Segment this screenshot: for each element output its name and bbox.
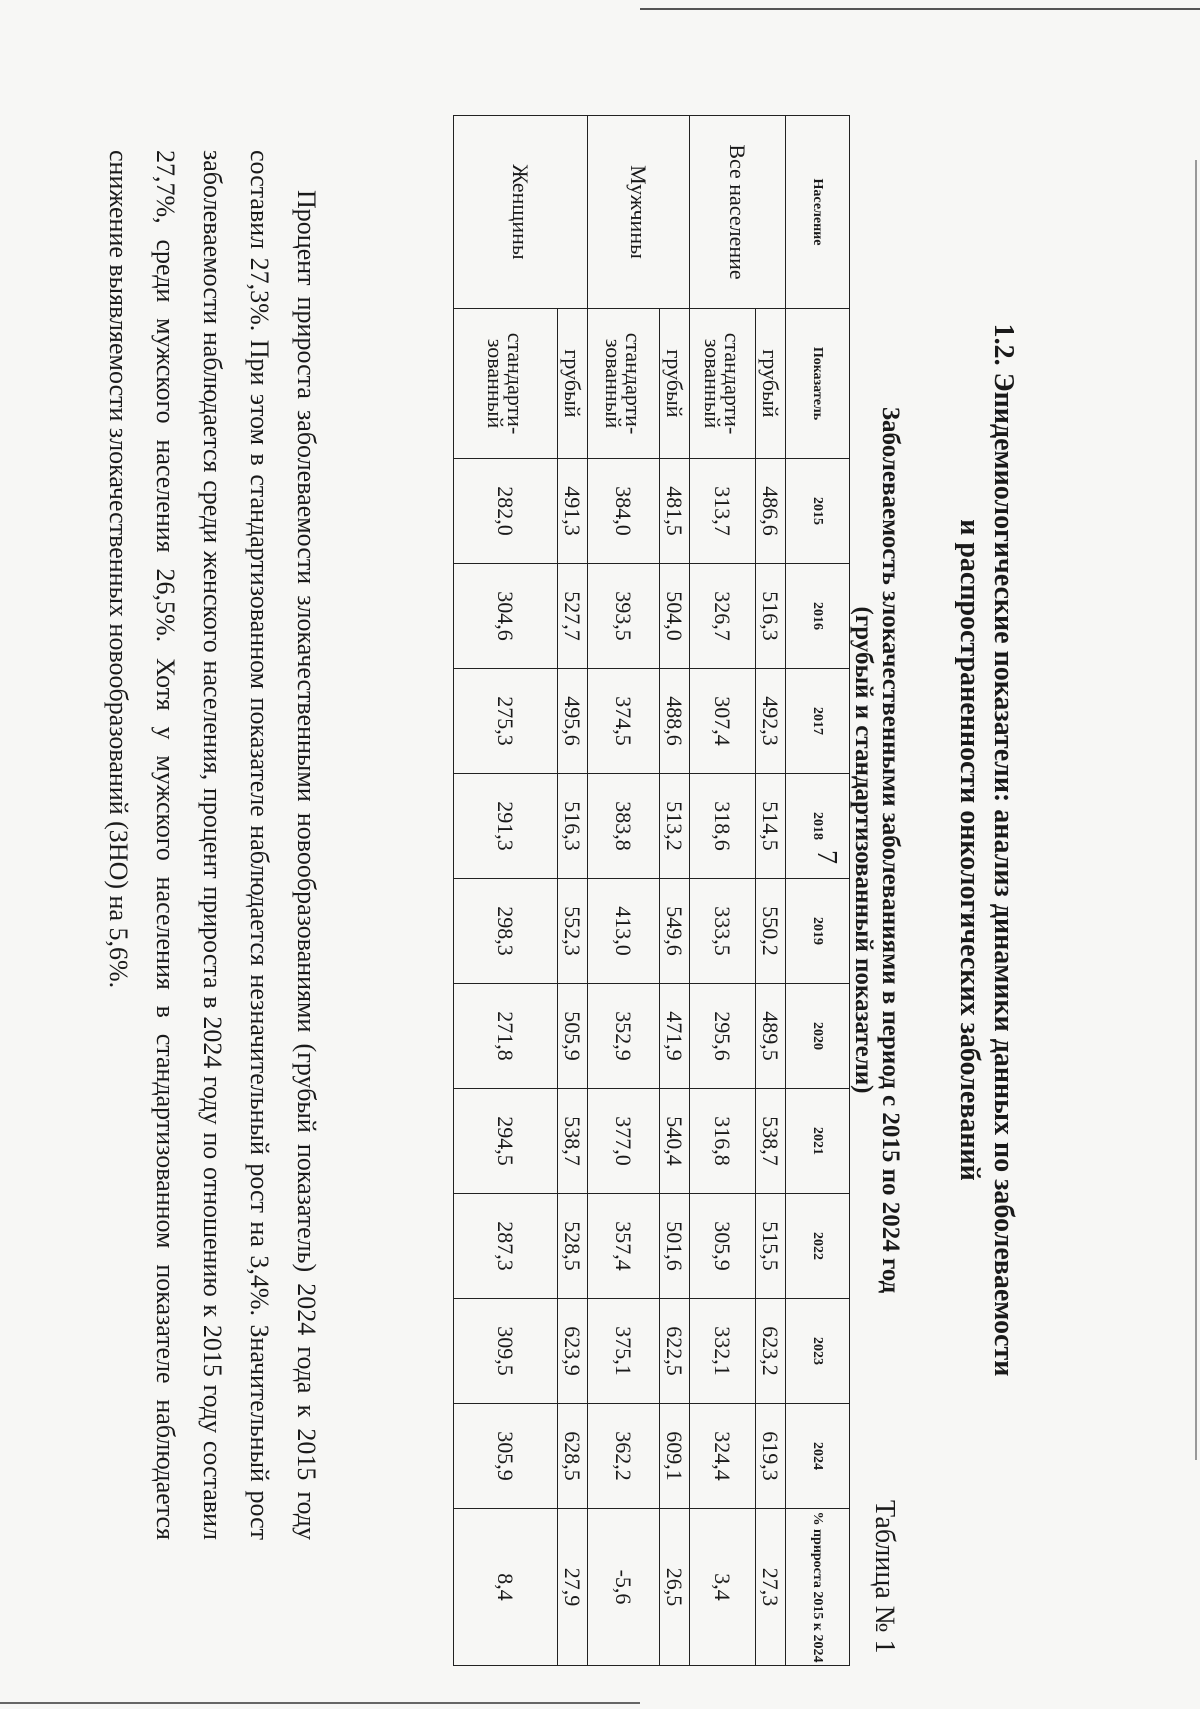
table-row	[660, 116, 690, 1666]
value-cell: 516,3	[558, 774, 588, 879]
indicator-cell: грубый	[660, 309, 690, 459]
column-header: 2020	[786, 984, 850, 1089]
indicator-cell: грубый	[558, 309, 588, 459]
table-row	[690, 116, 756, 1666]
column-header: 2018	[786, 774, 850, 879]
column-header: 2016	[786, 564, 850, 669]
value-cell: 271,8	[454, 984, 558, 1089]
table-row	[454, 116, 558, 1666]
table-row	[558, 116, 588, 1666]
value-cell: 622,5	[660, 1299, 690, 1404]
value-cell: 501,6	[660, 1194, 690, 1299]
value-cell: 352,9	[588, 984, 660, 1089]
column-header: 2017	[786, 669, 850, 774]
value-cell: 609,1	[660, 1404, 690, 1509]
value-cell: 488,6	[660, 669, 690, 774]
value-cell: 538,7	[558, 1089, 588, 1194]
value-cell: 275,3	[454, 669, 558, 774]
section-heading-line1: 1.2. Эпидемиологические показатели: анализ динамики данных по заболеваемости	[988, 323, 1019, 1377]
value-cell: 282,0	[454, 459, 558, 564]
table-title-line2: (грубый и стандартизованный показатели)	[850, 606, 877, 1094]
indicator-cell: стандарти-зованный	[690, 309, 756, 459]
growth-cell: 27,3	[756, 1509, 786, 1666]
column-header: % прироста 2015 к 2024	[786, 1509, 850, 1666]
growth-cell: 27,9	[558, 1509, 588, 1666]
value-cell: 309,5	[454, 1299, 558, 1404]
value-cell: 326,7	[690, 564, 756, 669]
column-header: Показатель	[786, 309, 850, 459]
value-cell: 628,5	[558, 1404, 588, 1509]
value-cell: 471,9	[660, 984, 690, 1089]
section-heading	[952, 0, 1020, 1700]
column-header: 2015	[786, 459, 850, 564]
table-title-line1: Заболеваемость злокачественными заболеваниями в период с 2015 по 2024 год	[877, 406, 904, 1294]
indicator-cell: грубый	[756, 309, 786, 459]
value-cell: 538,7	[756, 1089, 786, 1194]
value-cell: 552,3	[558, 879, 588, 984]
growth-cell: 3,4	[690, 1509, 756, 1666]
value-cell: 291,3	[454, 774, 558, 879]
section-heading-line2: и распространенности онкологических заболеваний	[954, 519, 985, 1181]
growth-cell: 26,5	[660, 1509, 690, 1666]
value-cell: 384,0	[588, 459, 660, 564]
population-group-cell: Женщины	[454, 116, 588, 309]
value-cell: 316,8	[690, 1089, 756, 1194]
value-cell: 504,0	[660, 564, 690, 669]
column-header: 2024	[786, 1404, 850, 1509]
value-cell: 313,7	[690, 459, 756, 564]
column-header: 2023	[786, 1299, 850, 1404]
table-row	[756, 116, 786, 1666]
value-cell: 527,7	[558, 564, 588, 669]
value-cell: 333,5	[690, 879, 756, 984]
value-cell: 305,9	[454, 1404, 558, 1509]
value-cell: 383,8	[588, 774, 660, 879]
value-cell: 294,5	[454, 1089, 558, 1194]
value-cell: 298,3	[454, 879, 558, 984]
value-cell: 489,5	[756, 984, 786, 1089]
indicator-cell: стандарти-зованный	[454, 309, 558, 459]
value-cell: 623,2	[756, 1299, 786, 1404]
value-cell: 307,4	[690, 669, 756, 774]
value-cell: 550,2	[756, 879, 786, 984]
value-cell: 505,9	[558, 984, 588, 1089]
table-label: Таблица № 1	[869, 1500, 900, 1654]
value-cell: 295,6	[690, 984, 756, 1089]
column-header: 2019	[786, 879, 850, 984]
analysis-text: Процент прироста заболеваемости злокачественными новообразованиями (грубый показатель) 2024 года к 2015 году составил 27,3%. При этом в стандартизованном показателе наблюдается незначительный рост на 3,4%. Значительный рост заболеваемости наблюдается среди женского населения, процент прироста в 2024 году по отношению к 2015 году составил 27,7%, среди мужского населения 26,5%. Хотя у мужского населения в стандартизованном показателе наблюдается снижение выявляемости злокачественных новообразований (ЗНО) на 5,6%.	[104, 150, 321, 1540]
value-cell: 495,6	[558, 669, 588, 774]
value-cell: 377,0	[588, 1089, 660, 1194]
column-header: Население	[786, 116, 850, 309]
value-cell: 375,1	[588, 1299, 660, 1404]
table-row	[588, 116, 660, 1666]
table-header-row	[786, 116, 850, 1666]
growth-cell: -5,6	[588, 1509, 660, 1666]
value-cell: 619,3	[756, 1404, 786, 1509]
value-cell: 513,2	[660, 774, 690, 879]
value-cell: 413,0	[588, 879, 660, 984]
column-header: 2021	[786, 1089, 850, 1194]
analysis-paragraph	[95, 150, 330, 1540]
population-group-cell: Мужчины	[588, 116, 690, 309]
indicator-cell: стандарти-зованный	[588, 309, 660, 459]
table-title	[850, 0, 904, 1700]
value-cell: 318,6	[690, 774, 756, 879]
growth-cell: 8,4	[454, 1509, 558, 1666]
value-cell: 305,9	[690, 1194, 756, 1299]
value-cell: 549,6	[660, 879, 690, 984]
value-cell: 515,5	[756, 1194, 786, 1299]
value-cell: 492,3	[756, 669, 786, 774]
value-cell: 491,3	[558, 459, 588, 564]
value-cell: 528,5	[558, 1194, 588, 1299]
value-cell: 324,4	[690, 1404, 756, 1509]
value-cell: 362,2	[588, 1404, 660, 1509]
population-group-cell: Все население	[690, 116, 786, 309]
value-cell: 304,6	[454, 564, 558, 669]
column-header: 2022	[786, 1194, 850, 1299]
value-cell: 393,5	[588, 564, 660, 669]
value-cell: 486,6	[756, 459, 786, 564]
value-cell: 516,3	[756, 564, 786, 669]
value-cell: 357,4	[588, 1194, 660, 1299]
value-cell: 540,4	[660, 1089, 690, 1194]
value-cell: 514,5	[756, 774, 786, 879]
value-cell: 374,5	[588, 669, 660, 774]
page-number: 7	[811, 850, 842, 864]
value-cell: 287,3	[454, 1194, 558, 1299]
value-cell: 623,9	[558, 1299, 588, 1404]
value-cell: 332,1	[690, 1299, 756, 1404]
value-cell: 481,5	[660, 459, 690, 564]
incidence-table	[453, 115, 850, 1666]
